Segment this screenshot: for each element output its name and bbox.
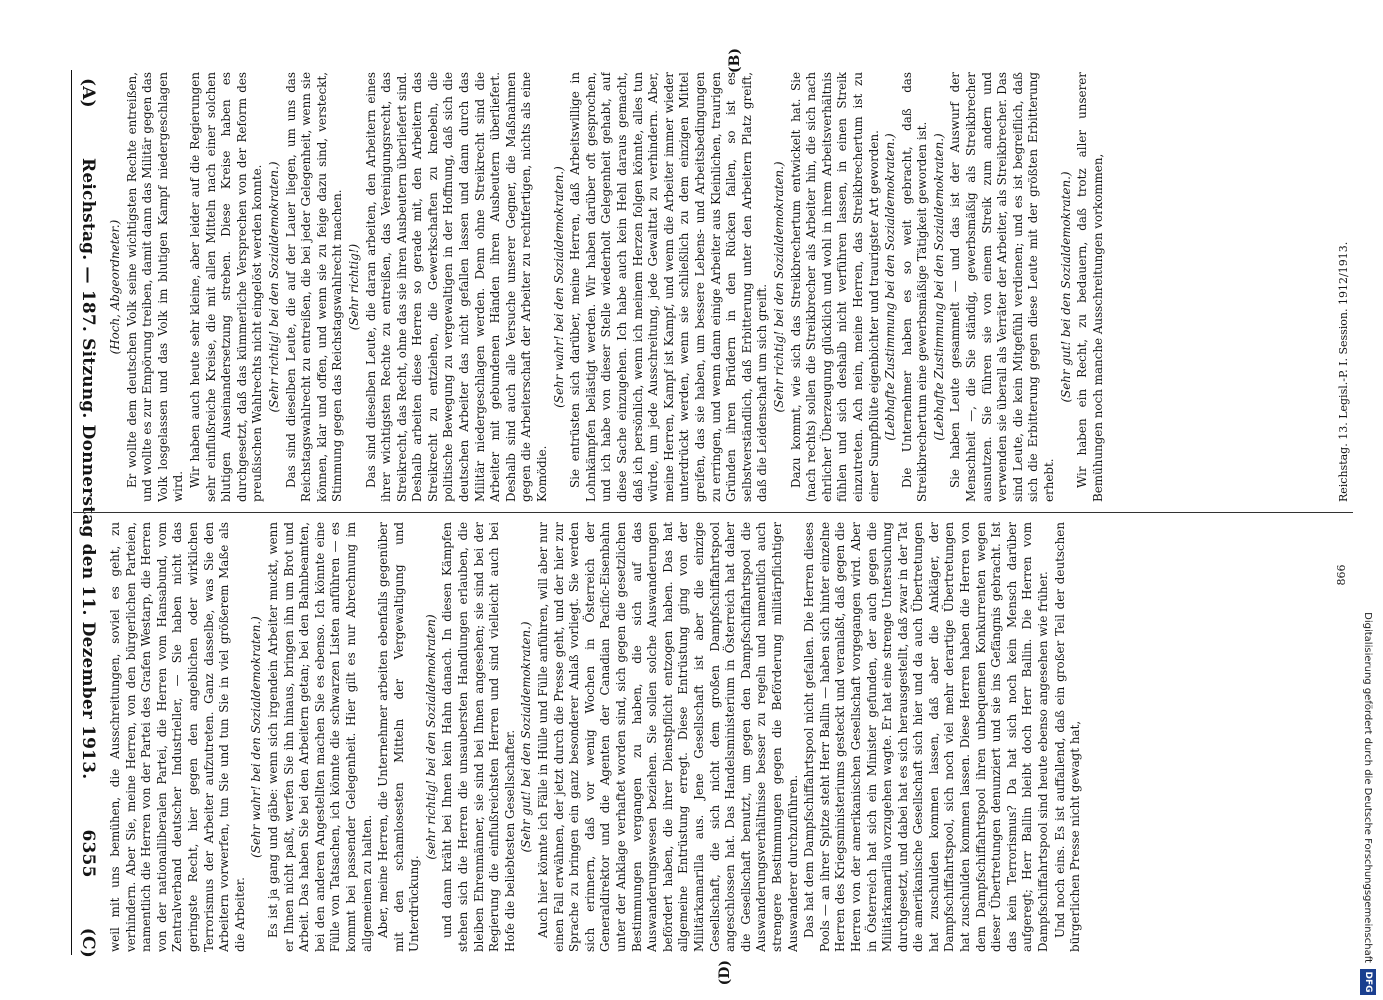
paragraph: Wir haben auch heute sehr kleine, aber leider auf die Regierungen sehr einflußreiche Kreise, die mit allen Mitteln nach einer solchen blutigen Auseinandersetzung streben. Diese Kreise haben es durchgesetzt, daß das kümmerliche Versprechen von der Reform des preußischen Wahlrechts nicht eingelöst werden konnte.	[187, 72, 265, 502]
paragraph: Er wollte dem deutschen Volk seine wichtigsten Rechte entreißen, und wollte es zur Empörung treiben, damit dann das Militär gegen das Volk losgelassen und das Volk im blutigen Kampf niedergeschlagen wird.	[124, 72, 186, 502]
paragraph: Die Unternehmer haben es so weit gebracht, daß das Streikbrechertum eine gewerbsmäßige Tätigkeit geworden ist.	[899, 72, 930, 502]
page-number-header: 6355	[78, 829, 98, 878]
paragraph: Und noch eins. Es ist auffallend, daß ein großer Teil der deutschen bürgerlichen Presse nicht gewagt hat,	[1052, 522, 1083, 952]
digitization-credit	[1357, 10, 1379, 995]
paragraph: Das sind dieselben Leute, die auf der Lauer liegen, um uns das Reichstagswahlrecht zu entreißen, die bei jeder Gelegenheit, wenn sie können, klar und offen, und wenn sie zu feige dazu sind, versteckt, Stimmung gegen das Reichstagswahlrecht machen.	[283, 72, 345, 502]
right-text-column	[108, 522, 1343, 952]
paragraph: Dazu kommt, wie sich das Streikbrechertum entwickelt hat. Sie (nach rechts) sollen die Streikbrecher als Arbeiter hin, die sich nach ehrlicher Überzeugung glücklich und wohl in ihrem Arbeitsverhältnis fühlen und sich deshalb nicht verführen lassen, in einen Streik einzutreten. Ach nein, meine Herren, das Streikbrechertum ist zu einer Sumpfblüte eigenbichter und traurigster Art geworden.	[788, 72, 881, 502]
paragraph: weil mit uns bemühen, die Ausschreitungen, soviel es geht, zu verhindern. Aber Sie, meine Herren, von den bürgerlichen Parteien, namentlich die Herren von der Partei des Grafen Westarp, die Herren von der nationalliberalen Partei, die Herren vom Hansabund, vom Zentralverband deutscher Industrieller, — Sie haben nicht das geringste Recht, hier gegen den angeblichen oder wirklichen Terrorismus der Arbeiter aufzutreten. Ganz dasselbe, was Sie den Arbeitern vorwerfen, tun Sie und tun Sie in viel größerem Maße als die Arbeiter.	[108, 522, 247, 952]
paragraph: Sie haben Leute gesammelt — und das ist der Auswurf der Menschheit —, die Sie ständig, gewerbsmäßig als Streikbrecher ausnutzen. Sie führen sie von einem Streik zum andern und verwenden sie überall als Verräter der Arbeiter, als Streikbrecher. Das sind Leute, die kein Mitgefühl verdienen; und es ist begreiflich, daß sich die Erbitterung gegen diese Leute mit der größten Erbitterung erhebt.	[948, 72, 1057, 502]
stage-direction: (Sehr wahr! bei den Sozialdemokraten.)	[249, 616, 264, 858]
margin-marker-b: (B)	[727, 48, 743, 74]
running-header	[78, 78, 108, 958]
page-number-footer: 866	[1335, 564, 1348, 586]
column-divider	[73, 512, 1353, 513]
credit-text: Digitalisierung gefördert durch die Deutsche Forschungsgemeinschaft	[1362, 612, 1374, 963]
stage-direction: (Lebhafte Zustimmung bei den Sozialdemokraten.)	[883, 133, 898, 441]
stage-direction: (Sehr richtig! bei den Sozialdemokraten.)	[266, 161, 281, 413]
margin-marker-a: (A)	[78, 78, 98, 108]
left-text-column	[108, 72, 1343, 502]
header-title: Reichstag. — 187. Sitzung. Donnerstag den 11. Dezember 1913.	[78, 158, 98, 780]
paragraph: Auch hier könnte ich Fälle in Hülle und Fülle anführen, will aber nur einen Fall erwähnen, der jetzt durch die Presse geht, und der hier zur Sprache zu bringen ein ganz besonderer Anlaß vorliegt. Sie werden sich erinnern, daß vor wenig Wochen in Österreich der Generaldirektor und die Agenten der Canadian Pacific-Eisenbahn unter der Anklage verhaftet worden sind, sich gegen die gesetzlichen Bestimmungen vergangen zu haben, die sich auf das Auswanderungswesen beziehen. Sie sollen solche Auswanderungen befördert haben, die ihrer Dienstpflicht entzogen haben. Das hat allgemeine Entrüstung erregt. Diese Entrüstung ging von der Militärkamarilla aus. Jene Gesellschaft ist aber die einzige Gesellschaft, die sich nicht dem großen Dampfschiffahrtspool angeschlossen hat. Das Handelsministerium in Österreich hat daher die Gesellschaft benutzt, um gegen den Dampfschiffahrtspool die Auswanderungsverhältnisse besser zu regeln und namentlich auch strengere Bestimmungen gegen die Beförderung militärpflichtiger Auswanderer durchzuführen.	[536, 522, 800, 952]
dfg-logo-icon: DFG	[1360, 969, 1376, 995]
stage-direction: (Sehr richtig! bei den Sozialdemokraten.)	[771, 161, 786, 413]
margin-marker-d: (D)	[717, 960, 733, 986]
footer-reference: Reichstag. 13. Legisl.-P. I. Session. 1912/1913.	[1337, 241, 1350, 502]
stage-direction: (Sehr wahr! bei den Sozialdemokraten.)	[551, 166, 566, 408]
paragraph: Wir haben ein Recht, zu bedauern, daß trotz aller unserer Bemühungen noch manche Ausschreitungen vorkommen,	[1075, 72, 1105, 502]
paragraph: und dann kräht bei Ihnen kein Hahn danach. In diesen Kämpfen stehen sich die Herren die unsaubersten Handlungen erlauben, die bleiben Ehrenmänner, sie sind bei Ihnen angesehen; sie sind bei der Regierung die einflußreichsten Herren und sind vielleicht auch bei Hofe die beliebtesten Gesellschafter.	[440, 522, 517, 952]
header-rule	[71, 70, 72, 955]
paragraph: Das hat dem Dampfschiffahrtspool nicht gefallen. Die Herren dieses Pools — an ihrer Spitze steht Herr Ballin — haben sich hinter einzelne Herren des Kriegsministeriums gesteckt und veranlaßt, daß gegen die Herren von der amerikanischen Gesellschaft vorgegangen wird. Aber in Österreich hat sich ein Minister gefunden, der auch gegen die Militärkamarilla vorzugehen wagte. Er hat eine strenge Untersuchung durchgesetzt, und dabei hat es sich herausgestellt, daß zwar in der Tat die amerikanische Gesellschaft sich hier und da auch Übertretungen hat zuschulden kommen lassen, daß aber die Ankläger, der Dampfschiffahrtspool, sich noch viel mehr derartige Übertretungen hat zuschulden kommen lassen. Diese Herren haben die Herren von dem Dampfschiffahrtspool ihren unbequemen Konkurrenten wegen dieser Übertretungen denunziert und sie ins Gefängnis gebracht. Ist das kein Terrorismus? Da hat sich noch kein Mensch darüber aufgeregt; Herr Ballin bleibt doch Herr Ballin. Die Herren vom Dampfschiffahrtspool sind heute ebenso angesehen wie früher.	[802, 522, 1051, 952]
paragraph: Sie entrüsten sich darüber, meine Herren, daß Arbeitswillige in Lohnkämpfen belästigt werden. Wir haben darüber oft gesprochen, und ich habe von dieser Stelle wiederholt Gelegenheit gehabt, auf diese Sache einzugehen. Ich habe auch kein Hehl daraus gemacht, daß ich persönlich, wenn ich meinem Herzen folgen könnte, alles tun würde, um jede Ausschreitung, jede Gewalttat zu verhindern. Aber, meine Herren, Kampf ist Kampf, und wenn die Arbeiter immer wieder unterdrückt werden, wenn sie schließlich zu dem einzigen Mittel greifen, das sie haben, um bessere Lebens- und Arbeitsbedingungen zu erringen, und wenn dann einige Arbeiter aus Kleinlichen, traurigen Gründen ihren Brüdern in den Rücken fallen, so ist es selbstverständlich, daß Erbitterung unter den Arbeitern Platz greift, daß die Leidenschaft um sich greift.	[568, 72, 770, 502]
stage-direction: (Hoch, Abgeordneter.)	[108, 219, 122, 355]
paragraph: Aber, meine Herren, die Unternehmer arbeiten ebenfalls gegenüber mit den schamlosesten Mitteln der Vergewaltigung und Unterdrückung.	[376, 522, 422, 952]
stage-direction: (Sehr gut! bei den Sozialdemokraten.)	[519, 621, 534, 853]
stage-direction: (Sehr richtig!)	[346, 243, 361, 331]
stage-direction: (sehr richtig! bei den Sozialdemokraten)	[423, 614, 438, 860]
margin-marker-c: (C)	[78, 927, 98, 958]
stage-direction: (Lebhafte Zustimmung bei den Sozialdemokraten.)	[931, 133, 946, 441]
paragraph: Es ist ja gang und gäbe: wenn sich irgendein Arbeiter muckt, wenn er Ihnen nicht paßt, werfen Sie ihn hinaus, bringen ihn um Brot und Arbeit. Das haben Sie bei den Arbeitern getan; bei den Bahnbeamten, bei den anderen Angestellten machen Sie es ebenso. Ich könnte eine Fülle von Tatsachen, ich könnte die schwarzen Listen anführen — es kommt bei passender Gelegenheit. Hier gilt es nur Abrechnung im allgemeinen zu halten.	[265, 522, 374, 952]
stage-direction: (Sehr gut! bei den Sozialdemokraten.)	[1058, 171, 1073, 403]
paragraph: Das sind dieselben Leute, die daran arbeiten, den Arbeitern eines ihrer wichtigsten Rechte zu entreißen, das Vereinigungsrecht, das Streikrecht, das Recht, ohne das sie ihren Ausbeutern überliefert sind. Deshalb arbeiten diese Herren so gerade mit, den Arbeitern das Streikrecht zu entziehen, die Gewerkschaften zu knebeln, die politische Bewegung zu vergewaltigen in der Hoffnung, daß sich die deutschen Arbeiter das nicht gefallen lassen und dann durch das Militär niedergeschlagen werden. Denn ohne Streikrecht sind die Arbeiter mit gebundenen Händen ihren Ausbeutern überliefert. Deshalb sind auch alle Versuche unserer Gegner, die Maßnahmen gegen die Arbeiterschaft der Arbeiter zu rechtfertigen, nichts als eine Komödie.	[363, 72, 550, 502]
